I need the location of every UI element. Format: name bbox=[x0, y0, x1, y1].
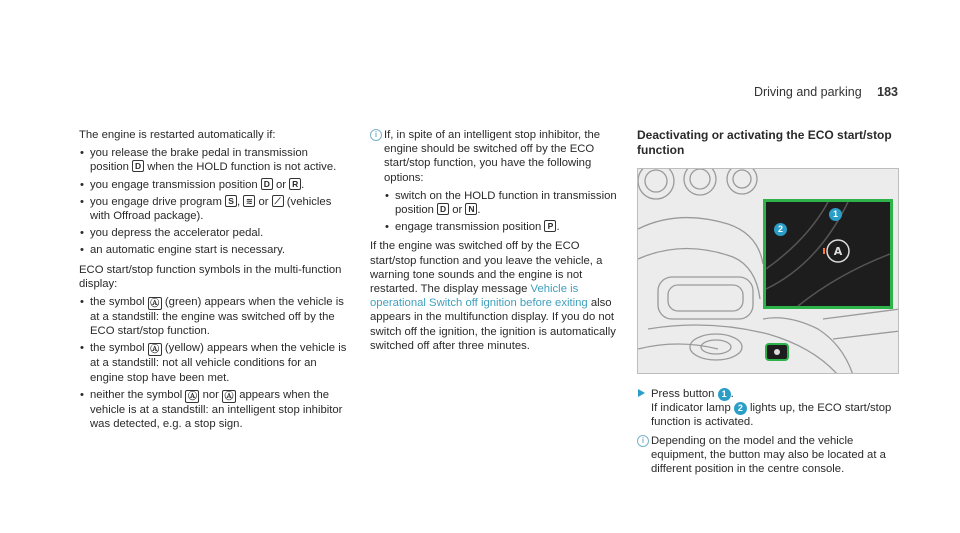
list-item: • the symbol Ⓐ (green) appears when the vehicle is at a standstill: the engine was switched off by the ECO start/stop function. bbox=[79, 295, 349, 338]
list-item: • neither the symbol Ⓐ nor Ⓐ appears when the vehicle is at a standstill: an intelligent stop inhibitor was detected, e.g. a stop sign. bbox=[79, 388, 349, 431]
eco-start-stop-inactive-icon: Ⓐ bbox=[222, 390, 236, 403]
console-line-drawing bbox=[638, 169, 899, 374]
section-heading: Deactivating or activating the ECO start/stop function bbox=[637, 128, 892, 157]
eco-start-stop-inactive-icon: Ⓐ bbox=[148, 343, 162, 356]
arrow-icon bbox=[638, 389, 645, 397]
gear-r-key: R bbox=[289, 178, 301, 190]
gear-p-key: P bbox=[544, 220, 556, 232]
display-symbols-list bbox=[79, 295, 349, 431]
svg-text:A: A bbox=[833, 245, 843, 258]
eco-start-stop-icon: Ⓐ bbox=[185, 390, 199, 403]
note-position: i Depending on the model and the vehicle equipment, the button may also be located at a different position in the centre console. bbox=[637, 434, 899, 477]
display-symbols-intro: ECO start/stop function symbols in the multi-function display: bbox=[79, 263, 342, 290]
list-item: • switch on the HOLD function in transmission position D or N . bbox=[384, 189, 622, 217]
list-item: • you engage drive program S , ≋ or ⟋ (vehicles with Offroad package). bbox=[79, 195, 349, 223]
callout-1-ref: 1 bbox=[718, 388, 731, 401]
options-list bbox=[384, 189, 622, 235]
list-item: • you depress the accelerator pedal. bbox=[79, 226, 349, 240]
restart-intro: The engine is restarted automatically if: bbox=[79, 129, 276, 141]
display-message-link[interactable]: Vehicle is operational Switch off ignition before exiting bbox=[370, 283, 588, 310]
list-item: • the symbol Ⓐ (yellow) appears when the vehicle is at a standstill: not all vehicle conditions for an engine stop have been met. bbox=[79, 341, 349, 384]
gear-d-key: D bbox=[437, 203, 449, 215]
callout-2: 2 bbox=[774, 223, 787, 236]
info-icon: i bbox=[370, 129, 382, 141]
list-item: • you release the brake pedal in transmission position D when the HOLD function is not active. bbox=[79, 146, 349, 174]
centre-console-illustration bbox=[637, 168, 899, 374]
list-item: • you engage transmission position D or R . bbox=[79, 178, 349, 192]
list-item: • an automatic engine start is necessary. bbox=[79, 243, 349, 257]
gear-n-key: N bbox=[465, 203, 477, 215]
instruction-step: Press button 1 . If indicator lamp 2 lights up, the ECO start/stop function is activated. bbox=[637, 387, 899, 430]
column-right bbox=[637, 128, 899, 476]
info-text: If, in spite of an intelligent stop inhibitor, the engine should be switched off by the ECO start/stop function, you have the following options: bbox=[384, 129, 601, 184]
column-middle bbox=[370, 128, 622, 357]
page-header bbox=[754, 85, 898, 99]
section-title: Driving and parking bbox=[753, 85, 862, 99]
slippery-program-icon: ≋ bbox=[243, 195, 255, 207]
sport-program-icon: S bbox=[225, 195, 237, 207]
exit-warning-paragraph: If the engine was switched off by the ECO start/stop function and you leave the vehicle, a warning tone sounds and the engine is not restarted. The display message Vehicle is operational Switch off ignition before exiting also appears in the multifunction display. If you do not switch off the ignition, the ignition is automatically switched off after three minutes. bbox=[370, 240, 616, 352]
page-number: 183 bbox=[877, 85, 898, 99]
column-left bbox=[79, 128, 349, 436]
restart-conditions-list bbox=[79, 146, 349, 257]
info-note bbox=[370, 128, 622, 234]
gear-d-key: D bbox=[261, 178, 273, 190]
info-icon: i bbox=[637, 435, 649, 447]
callout-2-ref: 2 bbox=[734, 402, 747, 415]
offroad-program-icon: ⟋ bbox=[272, 195, 284, 207]
callout-1: 1 bbox=[829, 208, 842, 221]
gear-d-key: D bbox=[132, 160, 144, 172]
list-item: • engage transmission position P . bbox=[384, 220, 622, 234]
eco-start-stop-icon: Ⓐ bbox=[148, 297, 162, 310]
